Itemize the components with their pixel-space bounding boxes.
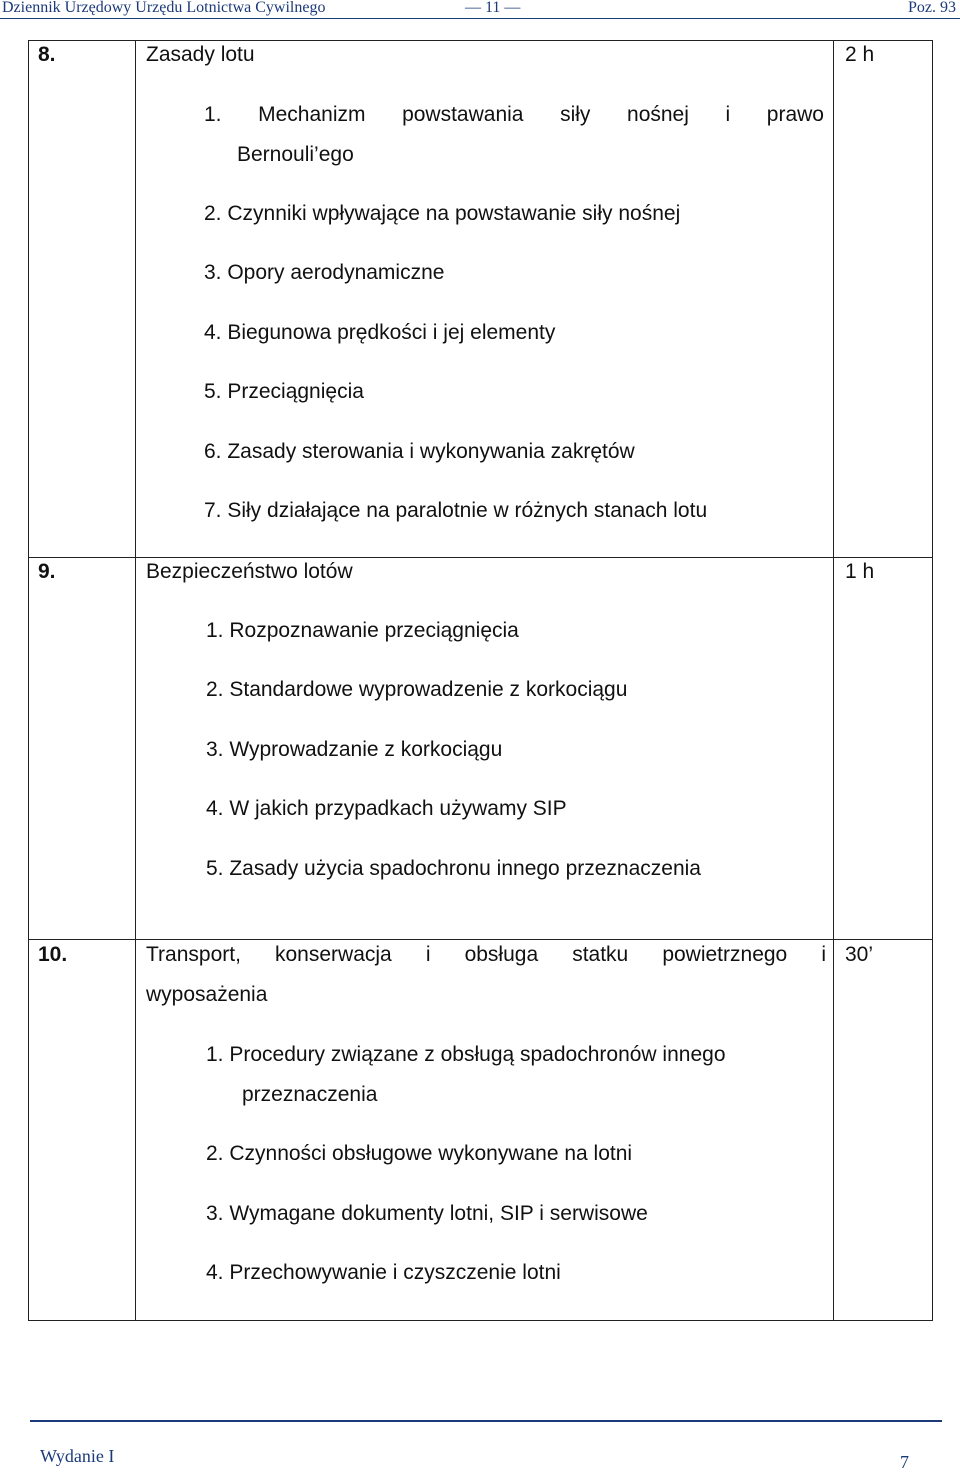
edition-label: Wydanie I — [40, 1446, 115, 1466]
list-item: 5. Zasady użycia spadochronu innego przeznaczenia — [206, 857, 701, 880]
list-item — [204, 103, 824, 127]
list-item: 3. Wymagane dokumenty lotni, SIP i serwisowe — [206, 1202, 648, 1225]
justified-word: i — [821, 943, 826, 966]
section-time: 1 h — [845, 560, 875, 583]
list-item-continuation: przeznaczenia — [242, 1083, 378, 1106]
section-title: Zasady lotu — [146, 43, 255, 66]
justified-word: 1. — [204, 103, 222, 126]
justified-word: statku — [572, 943, 629, 966]
list-item: 2. Czynniki wpływające na powstawanie siły nośnej — [204, 202, 681, 225]
section-time: 30’ — [845, 943, 874, 966]
row-divider-2 — [29, 939, 932, 940]
column-divider-1 — [135, 41, 136, 1320]
row-divider-1 — [29, 557, 932, 558]
justified-word: siły — [560, 103, 591, 126]
justified-word: Mechanizm — [258, 103, 366, 126]
section-number: 8. — [38, 43, 56, 66]
list-item: 1. Rozpoznawanie przeciągnięcia — [206, 619, 519, 642]
journal-title: Dziennik Urzędowy Urzędu Lotnictwa Cywilnego — [2, 0, 326, 16]
list-item: 7. Siły działające na paralotnie w różnych stanach lotu — [204, 499, 708, 522]
section-title — [146, 943, 826, 967]
page-number: 7 — [900, 1452, 909, 1472]
column-divider-2 — [833, 41, 834, 1320]
list-item: 4. Biegunowa prędkości i jej elementy — [204, 321, 556, 344]
section-title: Bezpieczeństwo lotów — [146, 560, 353, 583]
section-title-continuation: wyposażenia — [146, 983, 268, 1006]
justified-word: nośnej — [627, 103, 689, 126]
list-item: 3. Opory aerodynamiczne — [204, 261, 445, 284]
position-number: Poz. 93 — [908, 0, 956, 16]
list-item: 4. W jakich przypadkach używamy SIP — [206, 797, 567, 820]
section-number: 10. — [38, 943, 68, 966]
section-number: 9. — [38, 560, 56, 583]
justified-word: Transport, — [146, 943, 241, 966]
justified-word: konserwacja — [275, 943, 392, 966]
list-item: 1. Procedury związane z obsługą spadochronów innego — [206, 1043, 726, 1066]
justified-word: powstawania — [402, 103, 524, 126]
list-item: 2. Czynności obsługowe wykonywane na lotni — [206, 1142, 633, 1165]
justified-word: i — [425, 943, 431, 966]
list-item: 2. Standardowe wyprowadzenie z korkociągu — [206, 678, 628, 701]
justified-word: prawo — [766, 103, 824, 126]
list-item: 4. Przechowywanie i czyszczenie lotni — [206, 1261, 561, 1284]
list-item: 5. Przeciągnięcia — [204, 380, 364, 403]
section-time: 2 h — [845, 43, 875, 66]
header-rule — [0, 18, 960, 19]
list-item: 3. Wyprowadzanie z korkociągu — [206, 738, 503, 761]
footer-rule — [30, 1420, 942, 1422]
justified-word: powietrznego — [662, 943, 788, 966]
justified-word: obsługa — [464, 943, 539, 966]
justified-word: i — [725, 103, 731, 126]
page-number-center: — 11 — — [465, 0, 521, 16]
list-item: 6. Zasady sterowania i wykonywania zakrętów — [204, 440, 635, 463]
list-item-continuation: Bernouli’ego — [237, 143, 354, 166]
